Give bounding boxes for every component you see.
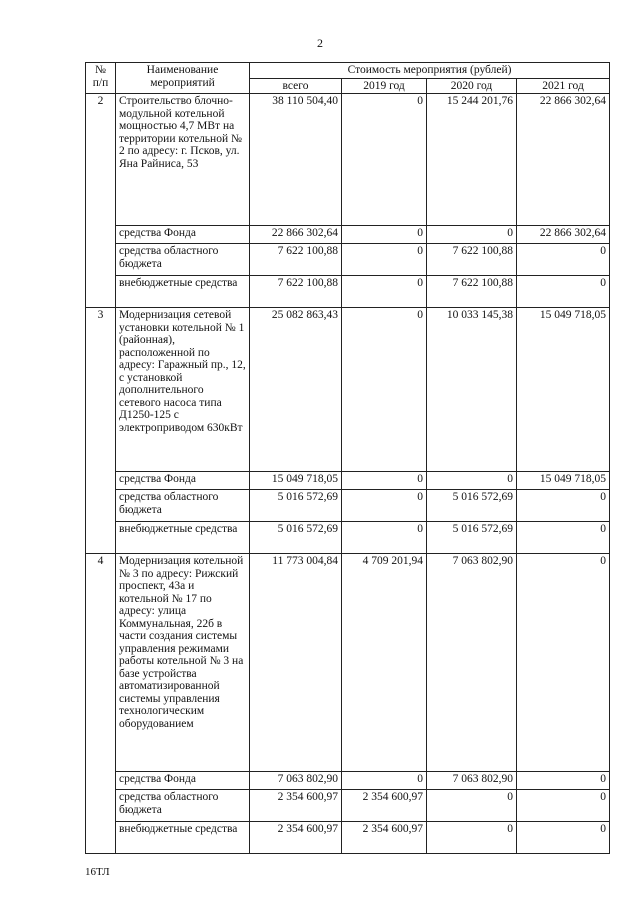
row-total: 2 354 600,97 bbox=[250, 822, 342, 854]
row-name: средства областного бюджета bbox=[116, 790, 250, 822]
costs-table bbox=[85, 62, 610, 854]
row-number: 3 bbox=[86, 308, 116, 554]
footer-code: 16ТЛ bbox=[85, 866, 110, 878]
row-name: внебюджетные средства bbox=[116, 276, 250, 308]
table-row bbox=[86, 522, 610, 554]
row-2020: 15 244 201,76 bbox=[427, 94, 517, 226]
row-2020: 7 063 802,90 bbox=[427, 772, 517, 790]
row-2021: 15 049 718,05 bbox=[517, 472, 610, 490]
row-2021: 0 bbox=[517, 490, 610, 522]
row-2020: 0 bbox=[427, 226, 517, 244]
table-row bbox=[86, 244, 610, 276]
row-2020: 7 063 802,90 bbox=[427, 554, 517, 772]
row-2021: 22 866 302,64 bbox=[517, 226, 610, 244]
header-cost-group: Стоимость мероприятия (рублей) bbox=[250, 63, 610, 79]
row-2019: 0 bbox=[342, 226, 427, 244]
table-row bbox=[86, 490, 610, 522]
row-name: средства областного бюджета bbox=[116, 244, 250, 276]
row-2021: 15 049 718,05 bbox=[517, 308, 610, 472]
table-row bbox=[86, 276, 610, 308]
row-2020: 10 033 145,38 bbox=[427, 308, 517, 472]
table-row bbox=[86, 822, 610, 854]
row-2021: 0 bbox=[517, 790, 610, 822]
row-total: 25 082 863,43 bbox=[250, 308, 342, 472]
row-2019: 0 bbox=[342, 94, 427, 226]
row-2019: 0 bbox=[342, 308, 427, 472]
row-number: 4 bbox=[86, 554, 116, 854]
row-2019: 0 bbox=[342, 522, 427, 554]
row-2021: 0 bbox=[517, 772, 610, 790]
row-2019: 2 354 600,97 bbox=[342, 790, 427, 822]
row-total: 7 063 802,90 bbox=[250, 772, 342, 790]
row-2020: 5 016 572,69 bbox=[427, 522, 517, 554]
row-2019: 0 bbox=[342, 772, 427, 790]
table-row bbox=[86, 226, 610, 244]
row-name: средства областного бюджета bbox=[116, 490, 250, 522]
row-total: 15 049 718,05 bbox=[250, 472, 342, 490]
row-total: 2 354 600,97 bbox=[250, 790, 342, 822]
row-name: средства Фонда bbox=[116, 226, 250, 244]
page-number: 2 bbox=[317, 36, 323, 50]
row-2021: 0 bbox=[517, 276, 610, 308]
row-2021: 22 866 302,64 bbox=[517, 94, 610, 226]
row-2020: 0 bbox=[427, 472, 517, 490]
row-2019: 0 bbox=[342, 276, 427, 308]
header-2019: 2019 год bbox=[342, 78, 427, 94]
row-name: Модернизация котельной № 3 по адресу: Рижский проспект, 43а и котельной № 17 по адресу: улица Коммунальная, 22б в части создания системы управления режимами работы котельной № 3 на базе устройства автоматизированной системы управления технологическим оборудованием bbox=[116, 554, 250, 772]
row-name: средства Фонда bbox=[116, 772, 250, 790]
row-2019: 4 709 201,94 bbox=[342, 554, 427, 772]
row-total: 5 016 572,69 bbox=[250, 522, 342, 554]
row-name: внебюджетные средства bbox=[116, 522, 250, 554]
row-name: Модернизация сетевой установки котельной № 1 (районная), расположенной по адресу: Гаражный пр., 12, с установкой дополнительного сетевого насоса типа Д1250-125 с электроприводом 630кВт bbox=[116, 308, 250, 472]
row-2019: 0 bbox=[342, 472, 427, 490]
row-2021: 0 bbox=[517, 554, 610, 772]
row-2021: 0 bbox=[517, 244, 610, 276]
row-name: Строительство блочно-модульной котельной мощностью 4,7 МВт на территории котельной № 2 по адресу: г. Псков, ул. Яна Райниса, 53 bbox=[116, 94, 250, 226]
table-row bbox=[86, 94, 610, 226]
header-2020: 2020 год bbox=[427, 78, 517, 94]
row-2019: 0 bbox=[342, 490, 427, 522]
row-total: 5 016 572,69 bbox=[250, 490, 342, 522]
table-row bbox=[86, 308, 610, 472]
row-total: 11 773 004,84 bbox=[250, 554, 342, 772]
row-number: 2 bbox=[86, 94, 116, 308]
row-2020: 0 bbox=[427, 822, 517, 854]
header-name: Наименование мероприятий bbox=[116, 63, 250, 94]
row-total: 7 622 100,88 bbox=[250, 244, 342, 276]
header-total: всего bbox=[250, 78, 342, 94]
table-row bbox=[86, 772, 610, 790]
row-2020: 5 016 572,69 bbox=[427, 490, 517, 522]
row-2019: 0 bbox=[342, 244, 427, 276]
row-name: внебюджетные средства bbox=[116, 822, 250, 854]
header-no: № п/п bbox=[86, 63, 116, 94]
table-row bbox=[86, 790, 610, 822]
row-2020: 7 622 100,88 bbox=[427, 276, 517, 308]
row-total: 22 866 302,64 bbox=[250, 226, 342, 244]
row-2020: 0 bbox=[427, 790, 517, 822]
header-2021: 2021 год bbox=[517, 78, 610, 94]
row-2020: 7 622 100,88 bbox=[427, 244, 517, 276]
row-2019: 2 354 600,97 bbox=[342, 822, 427, 854]
table-row bbox=[86, 472, 610, 490]
row-total: 7 622 100,88 bbox=[250, 276, 342, 308]
row-2021: 0 bbox=[517, 522, 610, 554]
row-total: 38 110 504,40 bbox=[250, 94, 342, 226]
table-row bbox=[86, 554, 610, 772]
row-2021: 0 bbox=[517, 822, 610, 854]
row-name: средства Фонда bbox=[116, 472, 250, 490]
